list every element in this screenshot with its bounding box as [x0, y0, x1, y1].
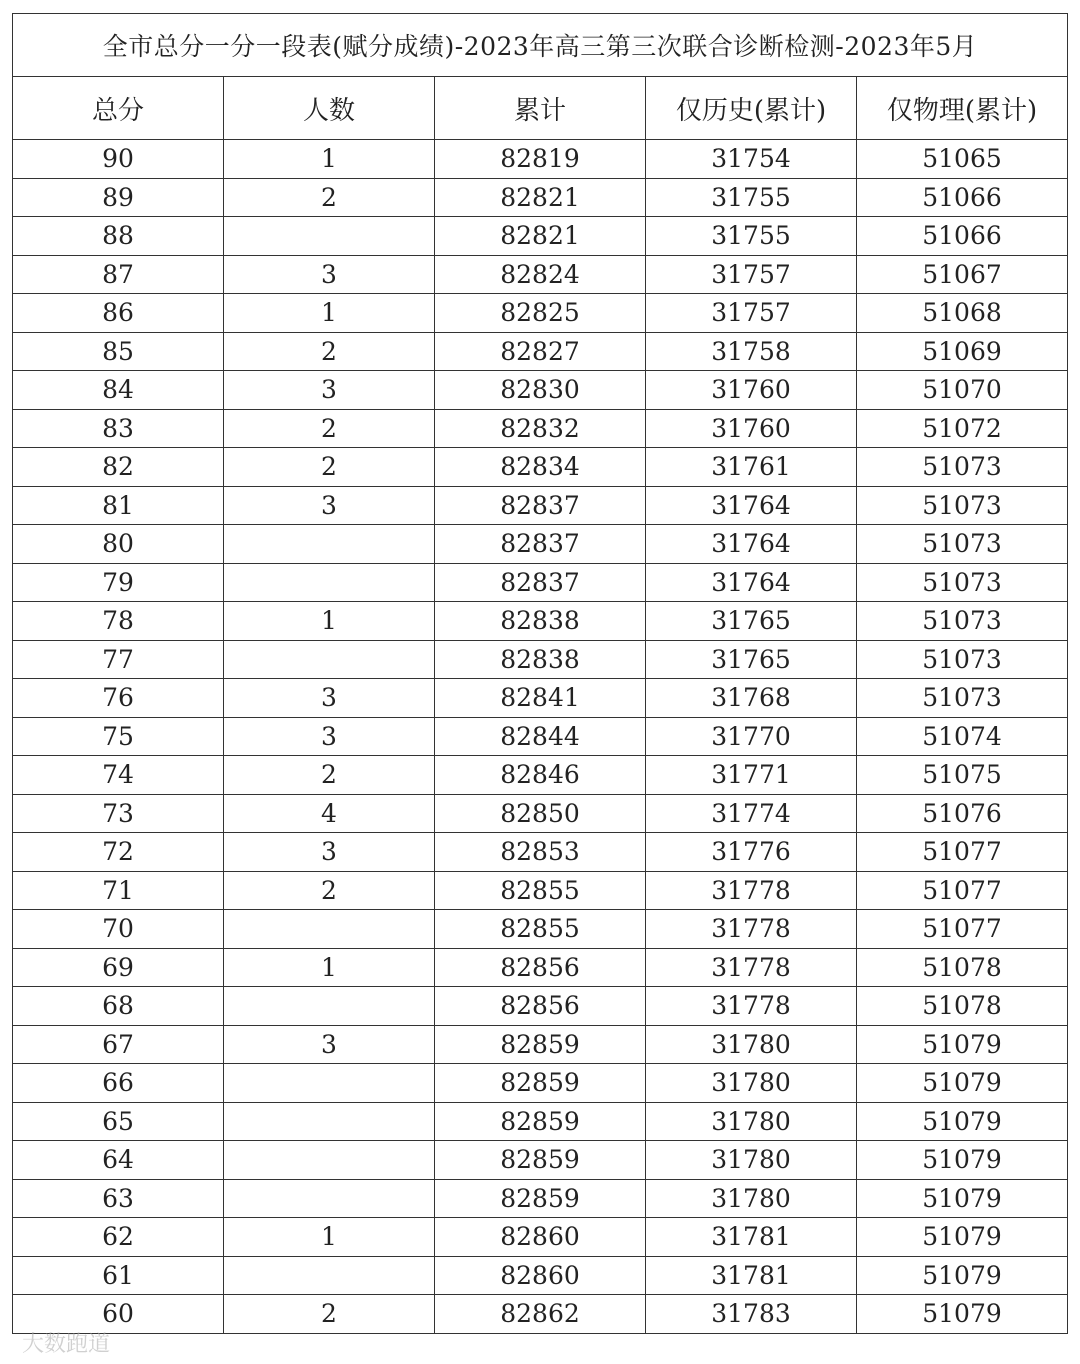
cell-count [224, 910, 435, 949]
table-row [13, 1025, 1068, 1064]
cell-physics-cumulative: 51073 [857, 448, 1068, 487]
table-row [13, 140, 1068, 179]
cell-total-score: 61 [13, 1256, 224, 1295]
cell-physics-cumulative: 51079 [857, 1102, 1068, 1141]
cell-total-score: 82 [13, 448, 224, 487]
cell-cumulative: 82859 [435, 1141, 646, 1180]
cell-count: 2 [224, 756, 435, 795]
cell-cumulative: 82859 [435, 1064, 646, 1103]
cell-history-cumulative: 31764 [646, 486, 857, 525]
cell-total-score: 90 [13, 140, 224, 179]
cell-physics-cumulative: 51066 [857, 178, 1068, 217]
cell-physics-cumulative: 51079 [857, 1218, 1068, 1257]
cell-physics-cumulative: 51073 [857, 679, 1068, 718]
cell-count: 1 [224, 948, 435, 987]
cell-history-cumulative: 31774 [646, 794, 857, 833]
cell-count [224, 563, 435, 602]
cell-count [224, 1179, 435, 1218]
table-row [13, 679, 1068, 718]
cell-cumulative: 82850 [435, 794, 646, 833]
cell-count [224, 1256, 435, 1295]
cell-cumulative: 82825 [435, 294, 646, 333]
cell-physics-cumulative: 51078 [857, 987, 1068, 1026]
cell-physics-cumulative: 51076 [857, 794, 1068, 833]
cell-physics-cumulative: 51073 [857, 602, 1068, 641]
table-row [13, 640, 1068, 679]
cell-physics-cumulative: 51079 [857, 1295, 1068, 1334]
cell-history-cumulative: 31780 [646, 1141, 857, 1180]
cell-count [224, 1102, 435, 1141]
cell-count: 1 [224, 1218, 435, 1257]
table-row [13, 217, 1068, 256]
cell-total-score: 60 [13, 1295, 224, 1334]
cell-total-score: 74 [13, 756, 224, 795]
cell-history-cumulative: 31781 [646, 1256, 857, 1295]
cell-cumulative: 82827 [435, 332, 646, 371]
cell-physics-cumulative: 51070 [857, 371, 1068, 410]
watermark-text: 大数跑道 [22, 1332, 111, 1357]
cell-total-score: 80 [13, 525, 224, 564]
table-row [13, 833, 1068, 872]
table-row [13, 294, 1068, 333]
cell-cumulative: 82838 [435, 640, 646, 679]
cell-physics-cumulative: 51074 [857, 717, 1068, 756]
cell-total-score: 71 [13, 871, 224, 910]
cell-history-cumulative: 31764 [646, 563, 857, 602]
cell-cumulative: 82837 [435, 563, 646, 602]
cell-physics-cumulative: 51069 [857, 332, 1068, 371]
table-row [13, 1141, 1068, 1180]
cell-count [224, 1064, 435, 1103]
cell-total-score: 87 [13, 255, 224, 294]
table-row [13, 255, 1068, 294]
table-row [13, 1064, 1068, 1103]
table-row [13, 525, 1068, 564]
cell-physics-cumulative: 51077 [857, 910, 1068, 949]
table-row [13, 563, 1068, 602]
table-row [13, 486, 1068, 525]
column-header-history-cumulative: 仅历史(累计) [646, 77, 857, 140]
cell-cumulative: 82846 [435, 756, 646, 795]
table-row [13, 1179, 1068, 1218]
cell-total-score: 70 [13, 910, 224, 949]
table-row [13, 1295, 1068, 1334]
cell-cumulative: 82853 [435, 833, 646, 872]
cell-cumulative: 82859 [435, 1102, 646, 1141]
cell-count: 3 [224, 486, 435, 525]
cell-total-score: 79 [13, 563, 224, 602]
score-distribution-table [12, 13, 1068, 1334]
table-row [13, 871, 1068, 910]
cell-count: 3 [224, 371, 435, 410]
cell-physics-cumulative: 51073 [857, 640, 1068, 679]
cell-total-score: 76 [13, 679, 224, 718]
cell-cumulative: 82856 [435, 987, 646, 1026]
cell-physics-cumulative: 51079 [857, 1179, 1068, 1218]
cell-history-cumulative: 31758 [646, 332, 857, 371]
cell-physics-cumulative: 51079 [857, 1141, 1068, 1180]
cell-history-cumulative: 31765 [646, 640, 857, 679]
cell-count: 3 [224, 1025, 435, 1064]
table-row [13, 948, 1068, 987]
table-title: 全市总分一分一段表(赋分成绩)-2023年高三第三次联合诊断检测-2023年5月 [13, 14, 1068, 77]
cell-total-score: 65 [13, 1102, 224, 1141]
table-row [13, 1256, 1068, 1295]
cell-physics-cumulative: 51077 [857, 871, 1068, 910]
table-row [13, 602, 1068, 641]
cell-count: 4 [224, 794, 435, 833]
cell-cumulative: 82841 [435, 679, 646, 718]
cell-total-score: 89 [13, 178, 224, 217]
cell-total-score: 77 [13, 640, 224, 679]
cell-history-cumulative: 31768 [646, 679, 857, 718]
cell-total-score: 62 [13, 1218, 224, 1257]
cell-physics-cumulative: 51066 [857, 217, 1068, 256]
cell-physics-cumulative: 51077 [857, 833, 1068, 872]
cell-physics-cumulative: 51078 [857, 948, 1068, 987]
cell-physics-cumulative: 51073 [857, 486, 1068, 525]
cell-count: 1 [224, 140, 435, 179]
cell-count: 3 [224, 833, 435, 872]
cell-count: 2 [224, 332, 435, 371]
cell-cumulative: 82832 [435, 409, 646, 448]
cell-cumulative: 82855 [435, 910, 646, 949]
table-row [13, 1218, 1068, 1257]
cell-total-score: 66 [13, 1064, 224, 1103]
cell-history-cumulative: 31778 [646, 910, 857, 949]
cell-total-score: 81 [13, 486, 224, 525]
cell-cumulative: 82856 [435, 948, 646, 987]
cell-cumulative: 82838 [435, 602, 646, 641]
cell-cumulative: 82824 [435, 255, 646, 294]
cell-history-cumulative: 31783 [646, 1295, 857, 1334]
cell-physics-cumulative: 51079 [857, 1064, 1068, 1103]
cell-history-cumulative: 31781 [646, 1218, 857, 1257]
cell-count: 3 [224, 255, 435, 294]
cell-history-cumulative: 31778 [646, 948, 857, 987]
table-body [13, 140, 1068, 1334]
cell-count: 2 [224, 178, 435, 217]
cell-cumulative: 82821 [435, 178, 646, 217]
cell-total-score: 73 [13, 794, 224, 833]
cell-history-cumulative: 31761 [646, 448, 857, 487]
cell-cumulative: 82860 [435, 1218, 646, 1257]
column-header-total-score: 总分 [13, 77, 224, 140]
cell-cumulative: 82855 [435, 871, 646, 910]
cell-count [224, 987, 435, 1026]
cell-history-cumulative: 31755 [646, 217, 857, 256]
cell-total-score: 84 [13, 371, 224, 410]
cell-history-cumulative: 31780 [646, 1025, 857, 1064]
table-row [13, 178, 1068, 217]
cell-total-score: 83 [13, 409, 224, 448]
table-row [13, 987, 1068, 1026]
cell-total-score: 68 [13, 987, 224, 1026]
cell-history-cumulative: 31780 [646, 1179, 857, 1218]
cell-total-score: 64 [13, 1141, 224, 1180]
cell-history-cumulative: 31764 [646, 525, 857, 564]
column-header-physics-cumulative: 仅物理(累计) [857, 77, 1068, 140]
cell-cumulative: 82821 [435, 217, 646, 256]
table-row [13, 910, 1068, 949]
cell-cumulative: 82862 [435, 1295, 646, 1334]
table-row [13, 409, 1068, 448]
cell-count [224, 1141, 435, 1180]
cell-count: 2 [224, 871, 435, 910]
table-row [13, 448, 1068, 487]
table-row [13, 794, 1068, 833]
cell-history-cumulative: 31765 [646, 602, 857, 641]
cell-total-score: 86 [13, 294, 224, 333]
cell-count [224, 640, 435, 679]
cell-history-cumulative: 31760 [646, 409, 857, 448]
cell-history-cumulative: 31757 [646, 255, 857, 294]
cell-physics-cumulative: 51068 [857, 294, 1068, 333]
cell-physics-cumulative: 51073 [857, 563, 1068, 602]
cell-total-score: 78 [13, 602, 224, 641]
cell-history-cumulative: 31754 [646, 140, 857, 179]
cell-cumulative: 82819 [435, 140, 646, 179]
table-row [13, 717, 1068, 756]
table-row [13, 371, 1068, 410]
cell-count [224, 525, 435, 564]
cell-physics-cumulative: 51065 [857, 140, 1068, 179]
cell-cumulative: 82844 [435, 717, 646, 756]
cell-history-cumulative: 31755 [646, 178, 857, 217]
cell-cumulative: 82859 [435, 1179, 646, 1218]
cell-history-cumulative: 31780 [646, 1102, 857, 1141]
cell-total-score: 67 [13, 1025, 224, 1064]
cell-physics-cumulative: 51072 [857, 409, 1068, 448]
cell-history-cumulative: 31771 [646, 756, 857, 795]
cell-physics-cumulative: 51073 [857, 525, 1068, 564]
cell-count: 1 [224, 294, 435, 333]
cell-count: 2 [224, 409, 435, 448]
cell-count [224, 217, 435, 256]
cell-history-cumulative: 31757 [646, 294, 857, 333]
cell-history-cumulative: 31760 [646, 371, 857, 410]
cell-total-score: 69 [13, 948, 224, 987]
cell-count: 2 [224, 448, 435, 487]
cell-physics-cumulative: 51079 [857, 1025, 1068, 1064]
cell-history-cumulative: 31770 [646, 717, 857, 756]
cell-history-cumulative: 31780 [646, 1064, 857, 1103]
cell-cumulative: 82834 [435, 448, 646, 487]
cell-count: 3 [224, 717, 435, 756]
cell-cumulative: 82859 [435, 1025, 646, 1064]
table-row [13, 1102, 1068, 1141]
column-header-row [13, 77, 1068, 140]
cell-total-score: 88 [13, 217, 224, 256]
cell-cumulative: 82830 [435, 371, 646, 410]
cell-physics-cumulative: 51075 [857, 756, 1068, 795]
table-row [13, 756, 1068, 795]
cell-total-score: 72 [13, 833, 224, 872]
cell-physics-cumulative: 51079 [857, 1256, 1068, 1295]
table-row [13, 332, 1068, 371]
cell-history-cumulative: 31776 [646, 833, 857, 872]
cell-count: 1 [224, 602, 435, 641]
column-header-count: 人数 [224, 77, 435, 140]
cell-cumulative: 82860 [435, 1256, 646, 1295]
cell-total-score: 85 [13, 332, 224, 371]
cell-cumulative: 82837 [435, 525, 646, 564]
cell-history-cumulative: 31778 [646, 871, 857, 910]
cell-history-cumulative: 31778 [646, 987, 857, 1026]
column-header-cumulative: 累计 [435, 77, 646, 140]
cell-cumulative: 82837 [435, 486, 646, 525]
cell-physics-cumulative: 51067 [857, 255, 1068, 294]
cell-count: 3 [224, 679, 435, 718]
cell-count: 2 [224, 1295, 435, 1334]
cell-total-score: 63 [13, 1179, 224, 1218]
cell-total-score: 75 [13, 717, 224, 756]
